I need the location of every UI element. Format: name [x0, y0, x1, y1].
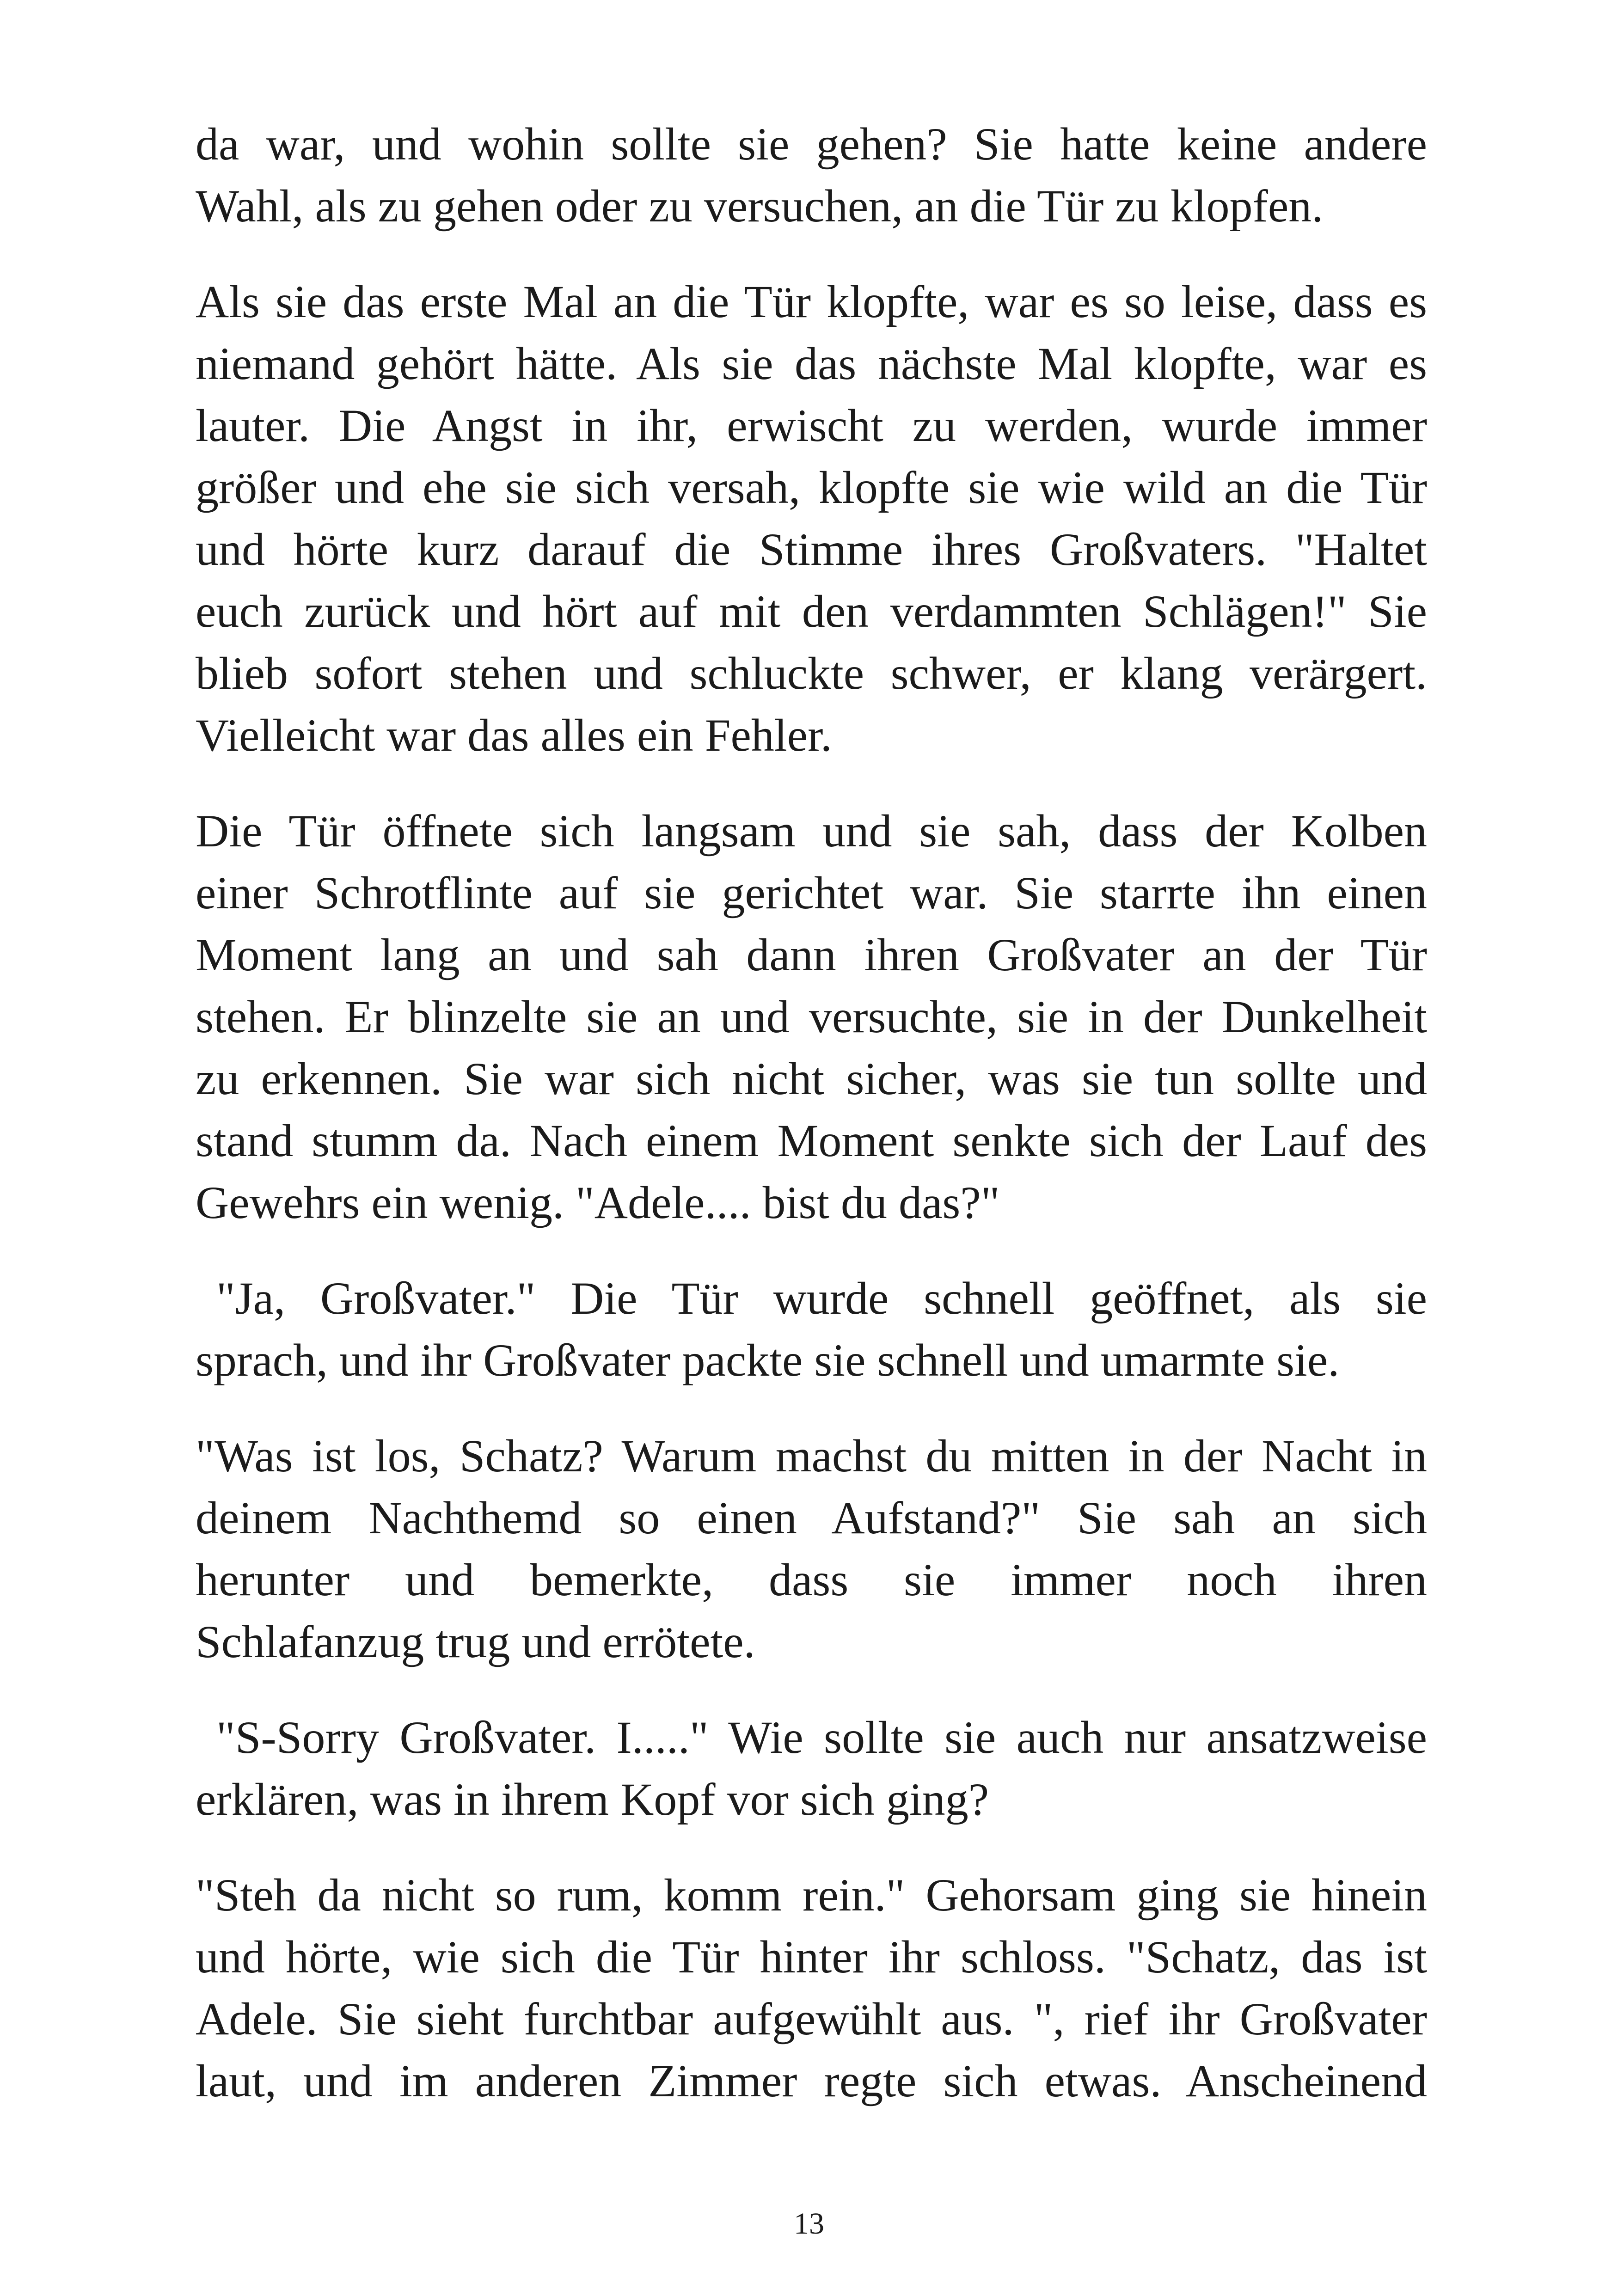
text-line: Als sie das erste Mal an die Tür klopfte, war es so leise, dass es [196, 276, 1427, 327]
text-line: "Was ist los, Schatz? Warum machst du mitten in der Nacht in [196, 1430, 1427, 1482]
paragraph [196, 1425, 1427, 1673]
text-line: "Steh da nicht so rum, komm rein." Gehorsam ging sie hinein [196, 1869, 1427, 1921]
text-line: Adele. Sie sieht furchtbar aufgewühlt aus. ", rief ihr Großvater [196, 1993, 1427, 2045]
text-line: stehen. Er blinzelte sie an und versuchte, sie in der Dunkelheit [196, 991, 1427, 1042]
text-line: und hörte, wie sich die Tür hinter ihr schloss. "Schatz, das ist [196, 1931, 1427, 1983]
text-line: niemand gehört hätte. Als sie das nächste Mal klopfte, war es [196, 338, 1427, 389]
text-line: erklären, was in ihrem Kopf vor sich ging? [196, 1774, 989, 1825]
text-line: lauter. Die Angst in ihr, erwischt zu werden, wurde immer [196, 400, 1427, 451]
text-line: da war, und wohin sollte sie gehen? Sie hatte keine andere [196, 118, 1427, 170]
paragraph [196, 800, 1427, 1234]
text-line: blieb sofort stehen und schluckte schwer, er klang verärgert. [196, 648, 1427, 699]
text-line: zu erkennen. Sie war sich nicht sicher, was sie tun sollte und [196, 1053, 1427, 1104]
text-line: sprach, und ihr Großvater packte sie schnell und umarmte sie. [196, 1335, 1340, 1386]
text-line: Gewehrs ein wenig. "Adele.... bist du das?" [196, 1177, 1000, 1228]
text-line: Moment lang an und sah dann ihren Großvater an der Tür [196, 929, 1427, 980]
text-line: einer Schrotflinte auf sie gerichtet war. Sie starrte ihn einen [196, 867, 1427, 918]
text-line: Die Tür öffnete sich langsam und sie sah, dass der Kolben [196, 805, 1427, 857]
paragraph [196, 1707, 1427, 1831]
text-line: herunter und bemerkte, dass sie immer noch ihren [196, 1554, 1427, 1605]
text-line: Schlafanzug trug und errötete. [196, 1616, 755, 1667]
paragraph [196, 1267, 1427, 1391]
text-line: euch zurück und hört auf mit den verdammten Schlägen!" Sie [196, 586, 1427, 637]
book-page-text [196, 113, 1427, 2146]
text-line: "Ja, Großvater." Die Tür wurde schnell geöffnet, als sie [216, 1273, 1427, 1324]
text-line: stand stumm da. Nach einem Moment senkte sich der Lauf des [196, 1115, 1427, 1166]
paragraph [196, 113, 1427, 237]
paragraph [196, 1864, 1427, 2112]
text-line: Vielleicht war das alles ein Fehler. [196, 710, 832, 761]
text-line: und hörte kurz darauf die Stimme ihres Großvaters. "Haltet [196, 524, 1427, 575]
text-line: Wahl, als zu gehen oder zu versuchen, an die Tür zu klopfen. [196, 180, 1324, 232]
text-line: "S-Sorry Großvater. I....." Wie sollte sie auch nur ansatzweise [216, 1712, 1427, 1763]
text-line: größer und ehe sie sich versah, klopfte sie wie wild an die Tür [196, 462, 1427, 513]
text-line: laut, und im anderen Zimmer regte sich etwas. Anscheinend [196, 2055, 1427, 2106]
paragraph [196, 271, 1427, 766]
text-line: deinem Nachthemd so einen Aufstand?" Sie sah an sich [196, 1492, 1427, 1543]
page-number: 13 [794, 2207, 824, 2241]
